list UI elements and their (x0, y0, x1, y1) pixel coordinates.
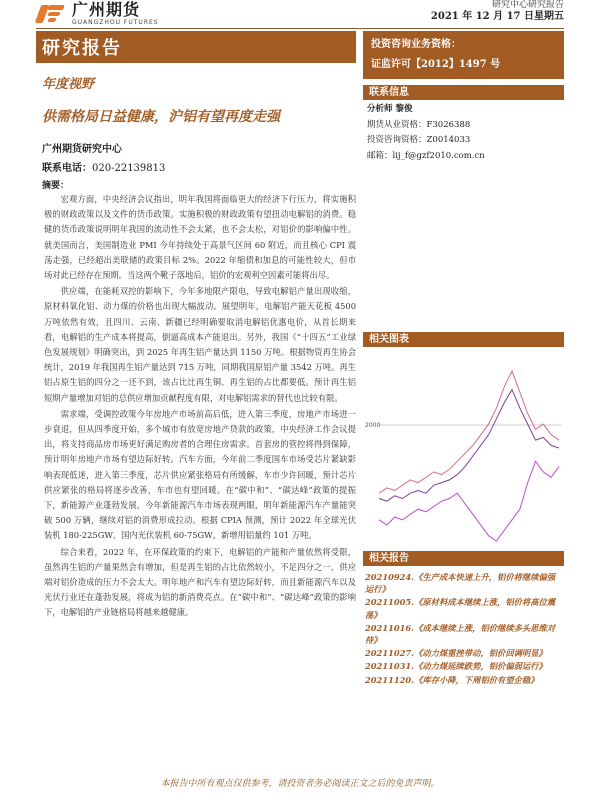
phone-label: 联系电话： (42, 163, 92, 174)
contact-phone (36, 155, 356, 174)
report-date: 2021 年 12 月 17 日星期五 (430, 10, 564, 22)
certification-box (363, 31, 564, 79)
price-chart (363, 351, 564, 551)
disclaimer-footer: 本报告中所有观点仅供参考，请投资者务必阅读正文之后的免责声明。 (160, 779, 440, 789)
abstract-body (36, 192, 356, 621)
report-link[interactable]: 20211031.《动力煤延续跌势，铝价偏弱运行》 (365, 661, 547, 672)
license-number: 期货从业资格：F3026388 (367, 119, 471, 130)
report-link[interactable]: 20211005.《原材料成本继续上涨，铝价将高位震荡》 (365, 597, 556, 620)
y-tick-label: 2000 (365, 422, 381, 429)
header-info (431, 0, 564, 23)
report-link[interactable]: 20211016.《成本继续上涨，铝价继续多头思维对待》 (365, 622, 556, 646)
logo (36, 0, 159, 28)
report-banner: 研究报告 (36, 31, 356, 63)
reports-header: 相关报告 (363, 551, 564, 566)
sidebar (363, 31, 564, 686)
invest-license: 投资咨询资格：Z0014033 (367, 135, 471, 145)
report-link[interactable]: 20211120.《库存小降，下周铝价有望企稳》 (365, 674, 539, 685)
logo-mark-icon (36, 3, 66, 25)
main-column (36, 31, 356, 621)
contact-info (363, 100, 564, 164)
analyst-name: 分析师 黎俊 (367, 104, 413, 114)
paragraph-summary: 综合来看，2022 年，在环保政策的约束下，电解铝的产能和产量依然将受限，虽然再生铝的产量果然会有增加，但是再生铝的占比依然较小，不足四分之一，供应端对铝价造成的压力不会太大。明年地产和汽车有望边际好转，而且新能源汽车以及光伏行业还在蓬勃发展，将成为铝的新消费亮点。在“碳中和”、“碳达峰”政策的影响下，电解铝的产业链格局将越来越健康。 (44, 546, 356, 618)
header-divider (36, 28, 564, 29)
logo-cn: 广州期货 (72, 0, 141, 19)
related-reports (363, 566, 564, 686)
report-title: 供需格局日益健康，沪铝有望再度走强 (42, 109, 280, 125)
paragraph-supply: 供应端，在能耗双控的影响下，今年多地限产限电，导致电解铝产量出现收缩，原材料氧化铝、动力煤的价格也出现大幅波动。展望明年，电解铝产能天花板 4500 万吨依然有效，且四川、云南、新疆已经明确要取消电解铝优惠电价，从首长期来看，电解铝的生产成本将提高，倒逼高成本产能退出。另外，我国《“十四五”工业绿色发展规划》明确突出，到 2025 年再生铝产量达到 1150 万吨。根据物资再生协会统计，2019 年我国再生铝产量达到 715 万吨，同期我国原铝产量 3542 万吨。再生铝占原生铝的四分之一还不到，该占比比再生铜、再生铝的占比都要低。预计再生铝短期产量增加对铝的总供应增加贡献程度有限，对电解铝需求的替代也比较有限。 (44, 286, 356, 403)
paragraph-macro: 宏观方面，中央经济会议指出，明年我国将面临更大的经济下行压力，将实施积极的财政政策以及文件的货币政策。实施积极的财政政策有望扭动电解铝的消费。稳健的货币政策说明明年我国的流动性不会太紧，也不会太松，对铝价的影响偏中性。就美国而言，美国制造业 PMI 今年持续处于高景气区间 60 附近，而且核心 CPI 震荡走强，已经超出美联储的政策目标 2%。2022 年缩债和加息的可能性较大，但市场对此已经存在预期。当这两个靴子落地后，铝价的宏观利空因素可能将出尽。 (44, 194, 356, 281)
chart-background (363, 351, 564, 551)
chart-header: 相关图表 (363, 332, 564, 347)
logo-en: GUANGZHOU FUTURES (72, 19, 159, 26)
abstract-label: 摘要： (42, 181, 70, 191)
report-series: 研究中心研究报告 (491, 0, 564, 10)
cert-line-2: 证监许可【2012】1497 号 (371, 59, 501, 70)
section-label: 年度视野 (42, 77, 95, 92)
organization: 广州期货研究中心 (42, 144, 122, 155)
report-link[interactable]: 20211027.《动力煤重挫带动，铝价回调明显》 (365, 648, 547, 659)
contact-header: 联系信息 (363, 85, 564, 100)
email-link[interactable]: 邮箱：lij_f@gzf2010.com.cn (367, 150, 485, 161)
chart-svg (363, 351, 564, 551)
report-link[interactable]: 20210924.《生产成本快速上升，铝价将继续偏强运行》 (365, 572, 556, 595)
paragraph-demand: 需求端，受调控政策今年房地产市场前高后低，进入第三季度，房地产市场进一步衰退，但从四季度开始，多个城市有放宽房地产贷款的政策，中央经济工作会议提出，将支持商品房市场更好满足购房者的合理住房需求。首套房的管控将得到保障，预计明年房地产市场有望边际好转。汽车方面，今年前二季度国车市场受芯片紧缺影响表现低迷，进入第三季度，芯片供应紧张格局有所缓解，车市少许回暖，预计芯片供应紧张的格局将逐步改善，车市也有望回暖。在“碳中和”、“碳达峰”政策的提振下，新能源产业蓬勃发展，今年新能源汽车市场表现两眼，明年新能源汽车产量能突破 500 万辆，继续对铝的消费形成拉动。根据 CPIA 预测，预计 2022 年全球光伏装机 180-225GW，国内光伏装机 60-75GW，新增用铝量约 101 万吨。 (44, 408, 356, 541)
phone-number: 020-22139813 (92, 163, 166, 174)
cert-line-1: 投资咨询业务资格： (371, 39, 461, 50)
